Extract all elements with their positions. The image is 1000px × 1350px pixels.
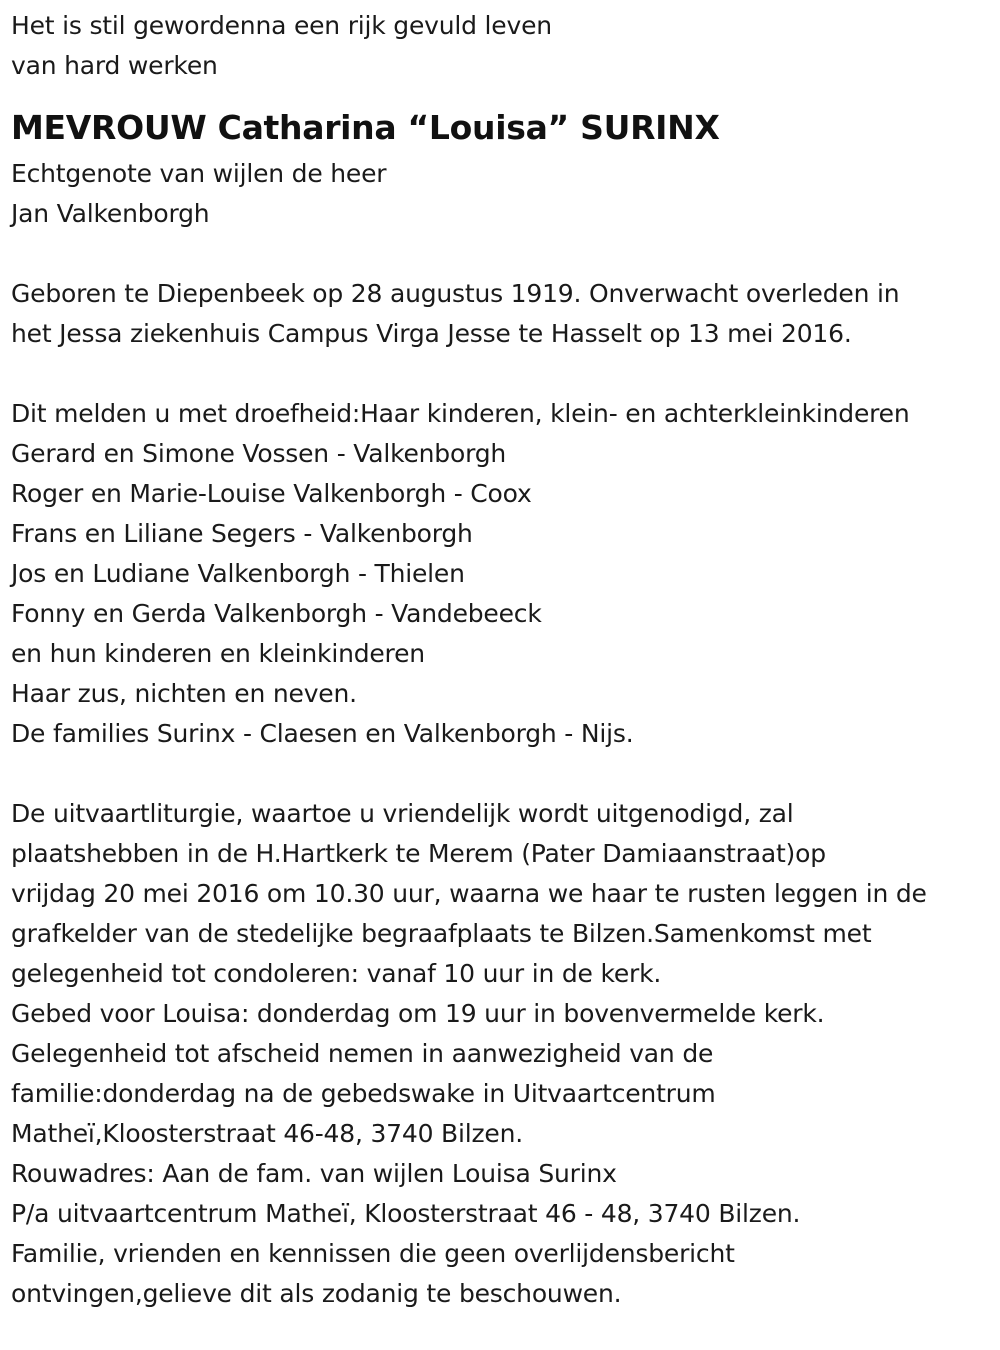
funeral-line: De uitvaartliturgie, waartoe u vriendelijk wordt uitgenodigd, zal — [11, 799, 794, 828]
funeral-line: plaatshebben in de H.Hartkerk te Merem (Pater Damiaanstraat)op — [11, 839, 826, 868]
family-line: Frans en Liliane Segers - Valkenborgh — [11, 519, 473, 548]
spouse-line-2: Jan Valkenborgh — [11, 199, 210, 228]
funeral-line: Rouwadres: Aan de fam. van wijlen Louisa Surinx — [11, 1159, 617, 1188]
paragraph-spacer — [11, 754, 1000, 794]
family-line: De families Surinx - Claesen en Valkenborgh - Nijs. — [11, 719, 634, 748]
deceased-name-title: MEVROUW Catharina “Louisa” SURINX — [11, 108, 720, 147]
family-line: Haar zus, nichten en neven. — [11, 679, 357, 708]
birth-death-line-1: Geboren te Diepenbeek op 28 augustus 1919. Onverwacht overleden in — [11, 279, 900, 308]
funeral-line: P/a uitvaartcentrum Matheï, Kloosterstraat 46 - 48, 3740 Bilzen. — [11, 1199, 801, 1228]
funeral-line: gelegenheid tot condoleren: vanaf 10 uur in de kerk. — [11, 959, 662, 988]
funeral-details — [11, 794, 1000, 1314]
paragraph-spacer — [11, 234, 1000, 274]
family-line: Fonny en Gerda Valkenborgh - Vandebeeck — [11, 599, 542, 628]
funeral-line: Gelegenheid tot afscheid nemen in aanwezigheid van de — [11, 1039, 714, 1068]
funeral-line: grafkelder van de stedelijke begraafplaats te Bilzen.Samenkomst met — [11, 919, 872, 948]
family-line: Gerard en Simone Vossen - Valkenborgh — [11, 439, 507, 468]
funeral-line: Familie, vrienden en kennissen die geen overlijdensbericht — [11, 1239, 735, 1268]
family-line: Jos en Ludiane Valkenborgh - Thielen — [11, 559, 465, 588]
family-list — [11, 394, 1000, 754]
birth-death-line-2: het Jessa ziekenhuis Campus Virga Jesse te Hasselt op 13 mei 2016. — [11, 319, 852, 348]
family-line: en hun kinderen en kleinkinderen — [11, 639, 425, 668]
funeral-line: Matheï,Kloosterstraat 46-48, 3740 Bilzen. — [11, 1119, 523, 1148]
funeral-line: vrijdag 20 mei 2016 om 10.30 uur, waarna we haar te rusten leggen in de — [11, 879, 927, 908]
spouse-line-1: Echtgenote van wijlen de heer — [11, 159, 387, 188]
funeral-line: familie:donderdag na de gebedswake in Uitvaartcentrum — [11, 1079, 716, 1108]
family-line: Dit melden u met droefheid:Haar kinderen, klein- en achterkleinkinderen — [11, 399, 910, 428]
opening-line-2: van hard werken — [11, 51, 218, 80]
funeral-line: Gebed voor Louisa: donderdag om 19 uur in bovenvermelde kerk. — [11, 999, 825, 1028]
funeral-line: ontvingen,gelieve dit als zodanig te beschouwen. — [11, 1279, 622, 1308]
opening-line-1: Het is stil gewordenna een rijk gevuld leven — [11, 11, 552, 40]
family-line: Roger en Marie-Louise Valkenborgh - Coox — [11, 479, 532, 508]
paragraph-spacer — [11, 354, 1000, 394]
